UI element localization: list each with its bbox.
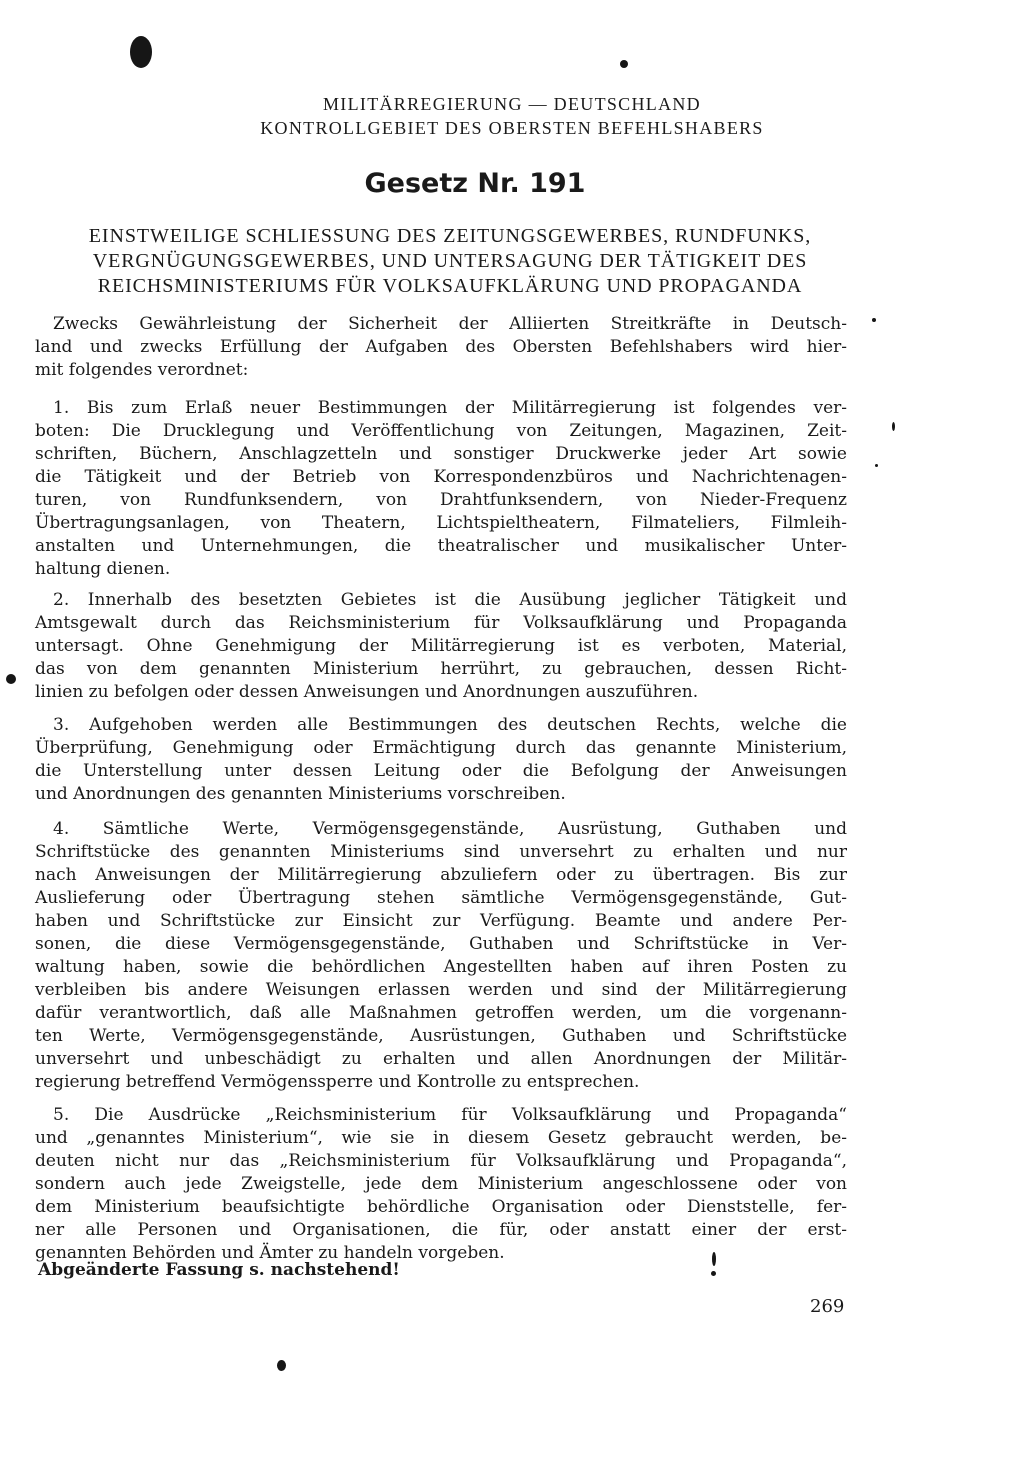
- paragraph-5-line: genannten Behörden und Ämter zu handeln vorgeben.: [35, 1243, 505, 1263]
- paragraph-5-line: und „genanntes Ministerium“, wie sie in diesem Gesetz gebraucht werden, be-: [35, 1128, 847, 1148]
- ink-speck: [711, 1271, 716, 1276]
- header-line-1: MILITÄRREGIERUNG — DEUTSCHLAND: [323, 94, 701, 114]
- page-number: 269: [810, 1296, 845, 1317]
- amendment-note: Abgeänderte Fassung s. nachstehend!: [38, 1260, 400, 1280]
- paragraph-4-line: ten Werte, Vermögensgegenstände, Ausrüstungen, Guthaben und Schriftstücke: [35, 1026, 847, 1046]
- law-title: Gesetz Nr. 191: [364, 168, 586, 199]
- ink-speck: [620, 60, 628, 68]
- paragraph-4-line: unversehrt und unbeschädigt zu erhalten und allen Anordnungen der Militär-: [35, 1049, 847, 1069]
- paragraph-5-line: ner alle Personen und Organisationen, die für, oder anstatt einer der erst-: [35, 1220, 847, 1240]
- ink-speck: [277, 1360, 286, 1371]
- paragraph-4-line: regierung betreffend Vermögenssperre und Kontrolle zu entsprechen.: [35, 1072, 640, 1092]
- paragraph-4-line: waltung haben, sowie die behördlichen Angestellten haben auf ihren Posten zu: [35, 957, 847, 977]
- preamble-line: land und zwecks Erfüllung der Aufgaben des Obersten Befehlshabers wird hier-: [35, 337, 847, 357]
- paragraph-1-line: 1. Bis zum Erlaß neuer Bestimmungen der Militärregierung ist folgendes ver-: [53, 398, 847, 418]
- paragraph-1-line: haltung dienen.: [35, 559, 171, 579]
- ink-blot: [130, 36, 152, 68]
- paragraph-1-line: schriften, Büchern, Anschlagzetteln und sonstiger Druckwerke jeder Art sowie: [35, 444, 847, 464]
- paragraph-2-line: Amtsgewalt durch das Reichsministerium für Volksaufklärung und Propaganda: [35, 613, 847, 633]
- paragraph-3-line: 3. Aufgehoben werden alle Bestimmungen des deutschen Rechts, welche die: [53, 715, 847, 735]
- paragraph-5-line: sondern auch jede Zweigstelle, jede dem Ministerium angeschlossene oder von: [35, 1174, 847, 1194]
- paragraph-1-line: anstalten und Unternehmungen, die theatralischer und musikalischer Unter-: [35, 536, 847, 556]
- ink-speck: [875, 464, 878, 467]
- preamble-line: Zwecks Gewährleistung der Sicherheit der Alliierten Streitkräfte in Deutsch-: [53, 314, 847, 334]
- ink-speck: [6, 674, 16, 684]
- paragraph-4-line: nach Anweisungen der Militärregierung abzuliefern oder zu übertragen. Bis zur: [35, 865, 847, 885]
- subtitle-line: VERGNÜGUNGSGEWERBES, UND UNTERSAGUNG DER TÄTIGKEIT DES: [92, 250, 808, 272]
- paragraph-2-line: 2. Innerhalb des besetzten Gebietes ist die Ausübung jeglicher Tätigkeit und: [53, 590, 847, 610]
- ink-speck: [872, 318, 876, 322]
- paragraph-2-line: untersagt. Ohne Genehmigung der Militärregierung ist es verboten, Material,: [35, 636, 847, 656]
- paragraph-4-line: Auslieferung oder Übertragung stehen sämtliche Vermögensgegenstände, Gut-: [35, 888, 847, 908]
- paragraph-4-line: dafür verantwortlich, daß alle Maßnahmen getroffen werden, um die vorgenann-: [35, 1003, 847, 1023]
- paragraph-4-line: Schriftstücke des genannten Ministeriums sind unversehrt zu erhalten und nur: [35, 842, 847, 862]
- ink-speck: [892, 422, 895, 431]
- paragraph-4-line: haben und Schriftstücke zur Einsicht zur Verfügung. Beamte und andere Per-: [35, 911, 847, 931]
- paragraph-4-line: 4. Sämtliche Werte, Vermögensgegenstände, Ausrüstung, Guthaben und: [53, 819, 847, 839]
- paragraph-1-line: turen, von Rundfunksendern, von Drahtfunksendern, von Nieder-Frequenz: [35, 490, 847, 510]
- paragraph-5-line: dem Ministerium beaufsichtigte behördliche Organisation oder Dienststelle, fer-: [35, 1197, 847, 1217]
- paragraph-3-line: und Anordnungen des genannten Ministeriums vorschreiben.: [35, 784, 566, 804]
- paragraph-3-line: die Unterstellung unter dessen Leitung oder die Befolgung der Anweisungen: [35, 761, 847, 781]
- paragraph-1-line: Übertragungsanlagen, von Theatern, Lichtspieltheatern, Filmateliers, Filmleih-: [35, 513, 847, 533]
- subtitle-line: REICHSMINISTERIUMS FÜR VOLKSAUFKLÄRUNG UND PROPAGANDA: [97, 275, 803, 297]
- paragraph-5-line: deuten nicht nur das „Reichsministerium für Volksaufklärung und Propaganda“,: [35, 1151, 847, 1171]
- paragraph-2-line: linien zu befolgen oder dessen Anweisungen und Anordnungen auszuführen.: [35, 682, 699, 702]
- paragraph-4-line: sonen, die diese Vermögensgegenstände, Guthaben und Schriftstücke in Ver-: [35, 934, 847, 954]
- subtitle-line: EINSTWEILIGE SCHLIESSUNG DES ZEITUNGSGEWERBES, RUNDFUNKS,: [88, 225, 812, 247]
- header-line-2: KONTROLLGEBIET DES OBERSTEN BEFEHLSHABERS: [260, 118, 764, 138]
- paragraph-5-line: 5. Die Ausdrücke „Reichsministerium für Volksaufklärung und Propaganda“: [53, 1105, 847, 1125]
- paragraph-4-line: verbleiben bis andere Weisungen erlassen werden und sind der Militärregierung: [35, 980, 847, 1000]
- paragraph-2-line: das von dem genannten Ministerium herrührt, zu gebrauchen, dessen Richt-: [35, 659, 847, 679]
- paragraph-1-line: boten: Die Drucklegung und Veröffentlichung von Zeitungen, Magazinen, Zeit-: [35, 421, 847, 441]
- preamble-line: mit folgendes verordnet:: [35, 360, 249, 380]
- paragraph-3-line: Überprüfung, Genehmigung oder Ermächtigung durch das genannte Ministerium,: [35, 738, 847, 758]
- paragraph-1-line: die Tätigkeit und der Betrieb von Korrespondenzbüros und Nachrichtenagen-: [35, 467, 847, 487]
